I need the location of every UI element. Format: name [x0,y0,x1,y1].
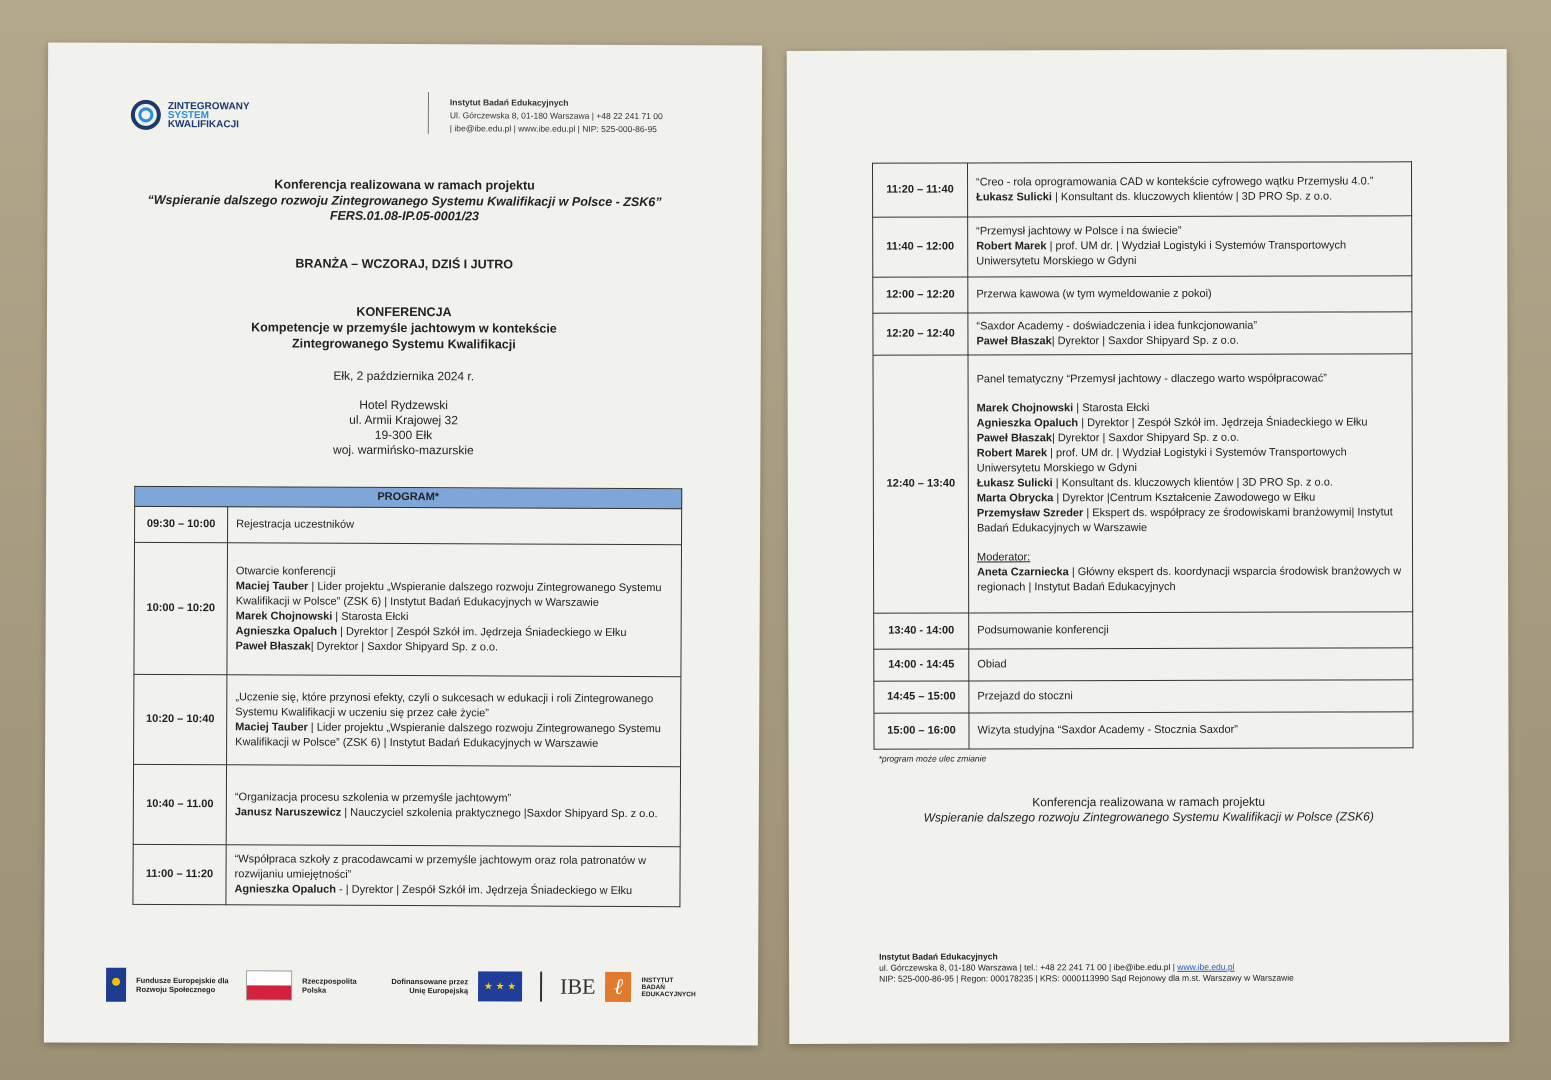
schedule-row [874,648,1413,681]
line-text: | Konsultant ds. kluczowych klientów | 3D PRO Sp. z o.o. [1051,190,1333,203]
schedule-row [134,542,682,676]
line-text: | Dyrektor | Zespół Szkół im. Jędrzeja Śniadeckiego w Ełku [337,625,627,639]
program-note: *program może ulec zmianie [878,753,987,764]
speaker-name: Robert Marek [976,240,1047,253]
speaker-name: Maciej Tauber [235,579,309,593]
time-slot: 12:00 – 12:20 [873,277,968,313]
slot-description [968,354,1413,613]
schedule-row [874,712,1413,749]
speaker-name: Agnieszka Opaluch [234,883,337,896]
line-text: „Uczenie się, które przynosi efekty, czyli o sukcesach w edukacji i roli Zintegrowanego Systemu Kwalifikacji w uczeniu się przez całe życie” [235,690,654,719]
line-text: | Dyrektor | Saxdor Shipyard Sp. z o.o. [1051,431,1240,445]
description-line [977,688,1404,704]
slot-description [226,845,680,907]
line-text: | Ekspert ds. współpracy ze środowiskami branżowymi| Instytut Badań Edukacyjnych w Warszawie [976,506,1393,535]
slot-description [227,675,681,767]
description-line [236,564,673,581]
line-text: | Dyrektor | Saxdor Shipyard Sp. z o.o. [1051,334,1239,347]
institute-address: Ul. Górczewska 8, 01-180 Warszawa | +48 22 241 71 00 [449,110,663,122]
footer-project-intro: Konferencja realizowana w ramach projektu [1032,794,1266,810]
time-slot: 15:00 – 16:00 [874,713,969,749]
line-text: | Starosta Ełcki [1073,401,1150,415]
description-line [976,333,1403,349]
line-text: Wizyta studyjna “Saxdor Academy - Stocznia Saxdor” [977,723,1238,737]
speaker-name: Marek Chojnowski [235,609,333,623]
speaker-name: Aneta Czarniecka [977,566,1069,579]
line-text: “Przemysł jachtowy w Polsce i na świecie” [976,224,1182,238]
konferencja-subtitle: Kompetencje w przemyśle jachtowym w kontekście Zintegrowanego Systemu Kwalifikacji [251,320,557,352]
line-text: | Lider projektu „Wspieranie dalszego rozwoju Zintegrowanego Systemu Kwalifikacji w Polsce” (ZSK 6) | Instytut Badań Edukacyjnych w Warszawie [235,580,662,609]
logo-divider [540,972,542,1002]
time-slot: 12:20 – 12:40 [873,313,968,355]
speaker-name: Łukasz Sulicki [976,190,1052,203]
line-text: Przerwa kawowa (w tym wymeldowanie z pokoi) [976,287,1212,301]
schedule-row [133,844,680,906]
branza-heading: BRANŻA – WCZORAJ, DZIŚ I JUTRO [295,256,514,272]
speaker-name: Paweł Błaszak [976,334,1052,347]
line-text: Przejazd do stoczni [977,690,1073,703]
left-sheet [44,42,762,1045]
line-text: | Starosta Ełcki [332,610,409,623]
ibe-logo-text: IBE [560,973,596,999]
line-text: Otwarcie konferencji [235,564,336,578]
eu-flag-icon: ★ ★ ★ [478,971,522,1001]
ibe-website-link[interactable]: www.ibe.edu.pl [1177,961,1235,972]
schedule-row [135,506,682,544]
description-line [236,609,673,626]
description-line [977,722,1404,738]
speaker-name: Przemysław Szreder [976,507,1084,520]
header-divider [428,92,429,134]
description-line [236,639,673,656]
venue-line: Hotel Rydzewski [359,397,448,413]
speaker-name: Maciej Tauber [235,720,308,734]
description-line [235,852,672,884]
description-line [977,505,1404,536]
speaker-name: Paweł Błaszak [976,432,1052,445]
description-line [977,656,1404,672]
time-slot: 11:00 – 11:20 [133,844,226,904]
time-slot: 11:40 – 12:00 [873,217,968,277]
schedule-row [873,216,1412,277]
schedule-row [873,354,1413,613]
line-text: Rejestracja uczestników [236,518,355,531]
slot-description [968,276,1412,313]
time-slot: 10:40 – 11.00 [133,764,226,844]
slot-description [969,680,1413,713]
schedule-row [873,312,1412,355]
right-sheet [787,49,1510,1044]
line-text: | prof. UM dr. | Wydział Logistyki i Systemów Transportowych Uniwersytetu Morskiego w Gdyni [976,239,1347,268]
description-line [976,189,1403,205]
schedule-row [874,612,1413,649]
description-line [977,415,1404,431]
line-text: | Główny ekspert ds. koordynacji wsparcia środowisk branżowych w regionach | Instytut Badań Edukacyjnych [977,565,1402,594]
program-header: PROGRAM* [135,486,682,508]
description-line [235,720,672,752]
eu-funds-icon [106,968,126,1002]
venue-line: woj. warmińsko-mazurskie [333,442,474,458]
slot-description [226,765,680,847]
slot-description [969,712,1413,749]
logo-line2: SYSTEM [167,109,210,121]
description-line [235,805,672,822]
time-slot: 14:00 - 14:45 [874,649,969,681]
description-line [235,690,672,722]
ibe-mark-icon: ℓ [605,972,631,1002]
description-line [976,286,1403,302]
line-text: “Współpraca szkoły z pracodawcami w przemyśle jachtowym oraz rola patronatów w rozwijaniu umiejętności” [234,853,647,881]
description-line [977,386,1404,401]
time-slot: 12:40 – 13:40 [873,355,969,613]
speaker-name: Marta Obrycka [976,492,1054,505]
program-table [132,486,682,907]
time-slot: 10:20 – 10:40 [134,674,227,764]
time-slot: 10:00 – 10:20 [134,542,228,674]
slot-description [968,216,1412,277]
description-line [977,535,1404,550]
line-text: | Nauczyciel szkolenia praktycznego |Saxdor Shipyard Sp. z o.o. [341,806,658,820]
description-line [977,490,1404,506]
institute-contact: | ibe@ibe.edu.pl | www.ibe.edu.pl | NIP: 525-000-86-95 [449,123,657,135]
line-text: “Saxdor Academy - doświadczenia i idea funkcjonowania” [976,319,1258,332]
konferencja-heading: KONFERENCJA [356,304,452,320]
venue-line: ul. Armii Krajowej 32 [349,412,458,428]
description-line [977,475,1404,491]
description-line [976,223,1403,239]
description-line [236,517,673,534]
line-text: Podsumowanie konferencji [977,624,1109,637]
conference-date: Ełk, 2 października 2024 r. [333,368,475,384]
description-line [977,549,1404,565]
description-line [236,579,673,611]
schedule-row [133,764,680,846]
project-intro: Konferencja realizowana w ramach projektu [274,177,535,193]
line-text: “Organizacja procesu szkolenia w przemyśle jachtowym” [234,790,512,804]
line-text: | Dyrektor | Saxdor Shipyard Sp. z o.o. [310,640,499,653]
description-line [977,371,1404,387]
description-line [235,790,672,807]
slot-description [969,612,1413,649]
funding-logos [106,965,706,1008]
footer-address: ul. Górczewska 8, 01-180 Warszawa | tel.: +48 22 241 71 00 | ibe@ibe.edu.pl | [879,961,1178,973]
line-text: Panel tematyczny “Przemysł jachtowy - dlaczego warto współpracować” [976,372,1327,386]
schedule-row [873,276,1412,313]
time-slot: 13:40 - 14:00 [874,613,969,649]
poland-flag-icon [246,970,292,1000]
speaker-name: Janusz Naruszewicz [234,805,342,819]
slot-description [227,543,682,677]
speaker-name: Marek Chojnowski [976,402,1074,415]
footer-registry: NIP: 525-000-86-95 | Regon: 000178235 | KRS: 0000113990 Sąd Rejonowy dla m.st. Warszawy w Warszawie [879,972,1294,984]
description-line [977,445,1404,476]
fe-label: Fundusze Europejskie dla Rozwoju Społecznego [136,975,229,995]
time-slot: 11:20 – 11:40 [872,163,967,217]
line-text: Obiad [977,658,1007,671]
schedule-row [874,680,1413,713]
line-text: “Creo - rola oprogramowania CAD w kontekście cyfrowego wątku Przemysłu 4.0.” [976,174,1374,188]
slot-description [969,648,1413,681]
logo-line3: KWALIFIKACJI [167,118,239,130]
description-line [234,882,671,899]
logo-line1: ZINTEGROWANY [167,100,250,112]
line-text: - | Dyrektor | Zespół Szkół im. Jędrzeja Śniadeckiego w Ełku [335,883,633,898]
ibe-full-name: INSTYTUT BADAŃ EDUKACYJNYCH [641,976,696,998]
line-text: | Dyrektor | Zespół Szkół im. Jędrzeja Śniadeckiego w Ełku [1078,416,1368,430]
speaker-name: Agnieszka Opaluch [235,624,338,638]
line-text: | prof. UM dr. | Wydział Logistyki i Systemów Transportowych Uniwersytetu Morskiego w Gdyni [976,446,1347,475]
time-slot: 09:30 – 10:00 [135,506,228,542]
schedule-table [872,161,1414,749]
speaker-name: Paweł Błaszak [235,639,311,653]
zsk-logo [130,99,250,132]
speaker-name: Robert Marek [976,447,1048,460]
slot-description [967,162,1411,217]
description-line [976,238,1403,269]
venue [46,396,760,459]
schedule-row [872,162,1411,217]
institute-header [450,96,663,136]
line-text: | Dyrektor |Centrum Kształcenie Zawodowego w Ełku [1053,491,1316,505]
venue-line: 19-300 Ełk [374,427,433,443]
footer-project-title: Wspieranie dalszego rozwoju Zintegrowanego Systemu Kwalifikacji w Polsce (ZSK6) [923,809,1374,825]
description-line [976,318,1403,334]
footer-institute-name: Instytut Badań Edukacyjnych [879,951,998,962]
description-line [977,430,1404,446]
slot-description [228,507,682,545]
institute-name: Instytut Badań Edukacyjnych [449,97,569,108]
project-title: “Wspieranie dalszego rozwoju Zintegrowanego Systemu Kwalifikacji w Polsce - ZSK6” FERS.01.08-IP.05-0001/23 [147,192,662,224]
description-line [977,564,1404,595]
institute-footer [879,951,1294,985]
line-text: | Konsultant ds. kluczowych klientów | 3D PRO Sp. z o.o. [1052,476,1333,490]
description-line [976,174,1403,190]
slot-description [968,312,1412,355]
description-line [977,400,1404,416]
moderator-label: Moderator: [977,551,1031,564]
speaker-name: Agnieszka Opaluch [976,417,1079,430]
zsk-logo-icon [130,99,162,131]
time-slot: 14:45 – 15:00 [874,681,969,713]
eu-label: Dofinansowane przez Unię Europejską [391,976,469,996]
schedule-row [134,674,681,766]
rp-label: Rzeczpospolita Polska [302,976,357,995]
description-line [977,622,1404,638]
line-text: | Lider projektu „Wspieranie dalszego rozwoju Zintegrowanego Systemu Kwalifikacji w Polsce” (ZSK 6) | Instytut Badań Edukacyjnych w Warszawie [235,721,661,750]
speaker-name: Łukasz Sulicki [976,477,1053,490]
description-line [236,624,673,641]
